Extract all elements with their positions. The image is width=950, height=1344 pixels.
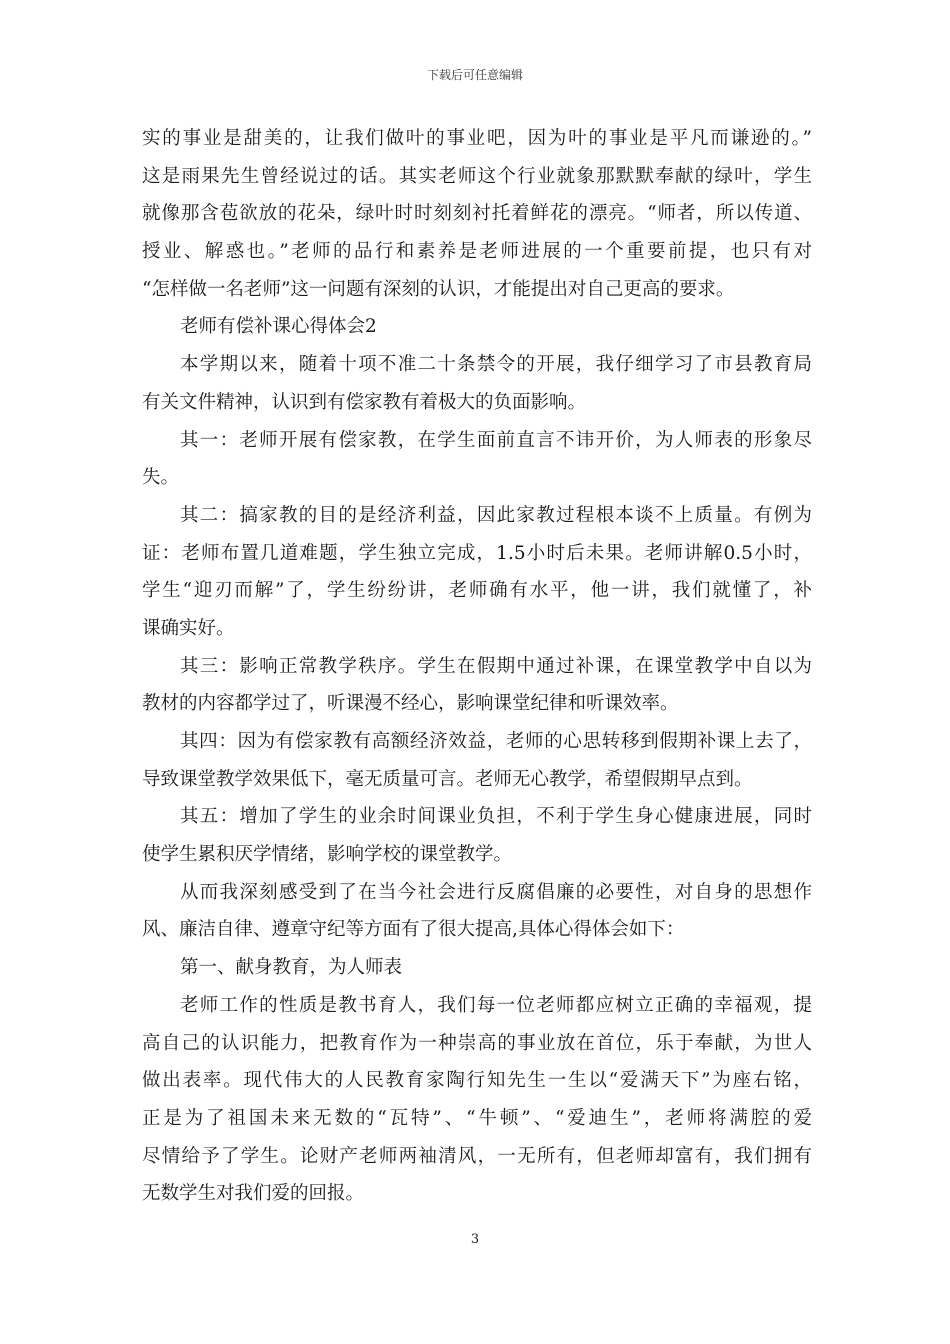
text-line: 正是为了祖国未来无数的“瓦特”、“牛顿”、“爱迪生”，老师将满腔的爱 <box>142 1107 812 1129</box>
text-line: 学生“迎刃而解”了，学生纷纷讲，老师确有水平，他一讲，我们就懂了，补 <box>142 580 812 602</box>
text-line: 有关文件精神，认识到有偿家教有着极大的负面影响。 <box>142 391 587 413</box>
document-body <box>142 120 812 1213</box>
text-line: 尽情给予了学生。论财产老师两袖清风，一无所有，但老师却富有，我们拥有 <box>142 1145 812 1167</box>
text-line: 其四：因为有偿家教有高额经济效益，老师的心思转移到假期补课上去了， <box>180 731 812 752</box>
text-line: 本学期以来，随着十项不准二十条禁令的开展，我仔细学习了市县教育局 <box>180 354 812 376</box>
page-header: 下载后可任意编辑 <box>426 68 523 82</box>
text-line: 其三：影响正常教学秩序。学生在假期中通过补课，在课堂教学中自以为 <box>180 655 812 677</box>
text-line: 其五：增加了学生的业余时间课业负担，不利于学生身心健康进展，同时 <box>180 806 812 828</box>
text-line: 实的事业是甜美的，让我们做叶的事业吧，因为叶的事业是平凡而谦逊的。” <box>142 128 812 149</box>
text-line: 教材的内容都学过了，听课漫不经心，影响课堂纪律和听课效率。 <box>142 693 679 715</box>
text-line: 第一、献身教育，为人师表 <box>180 957 403 979</box>
text-line: 老师工作的性质是教书育人，我们每一位老师都应树立正确的幸福观，提 <box>180 994 812 1016</box>
text-line: 无数学生对我们爱的回报。 <box>142 1183 365 1205</box>
text-line: 风、廉洁自律、遵章守纪等方面有了很大提高,具体心得体会如下： <box>142 919 685 941</box>
text-line: 从而我深刻感受到了在当今社会进行反腐倡廉的必要性，对自身的思想作 <box>180 881 812 903</box>
text-line: 授业、解惑也。”老师的品行和素养是老师进展的一个重要前提，也只有对 <box>142 241 812 263</box>
text-line: 高自己的认识能力，把教育作为一种崇高的事业放在首位，乐于奉献，为世人 <box>142 1032 812 1054</box>
text-line: 导致课堂教学效果低下，毫无质量可言。老师无心教学，希望假期早点到。 <box>142 768 753 790</box>
text-line: 使学生累积厌学情绪，影响学校的课堂教学。 <box>142 844 513 866</box>
text-line: 其二：搞家教的目的是经济利益，因此家教过程根本谈不上质量。有例为 <box>180 504 812 526</box>
text-line: 就像那含苞欲放的花朵，绿叶时时刻刻衬托着鲜花的漂亮。“师者，所以传道、 <box>142 203 812 225</box>
text-line: 老师有偿补课心得体会2 <box>180 316 377 338</box>
text-line: 其一：老师开展有偿家教，在学生面前直言不讳开价，为人师表的形象尽 <box>180 429 812 451</box>
text-line: 证：老师布置几道难题，学生独立完成，1.5小时后未果。老师讲解0.5小时， <box>142 542 812 564</box>
text-line: 做出表率。现代伟大的人民教育家陶行知先生一生以“爱满天下”为座右铭， <box>142 1070 812 1092</box>
text-line: 这是雨果先生曾经说过的话。其实老师这个行业就象那默默奉献的绿叶，学生 <box>142 165 812 187</box>
text-line: “怎样做一名老师”这一问题有深刻的认识，才能提出对自己更高的要求。 <box>142 278 735 300</box>
page-number: 3 <box>470 1232 480 1247</box>
text-line: 失。 <box>142 467 180 489</box>
text-line: 课确实好。 <box>142 617 235 639</box>
